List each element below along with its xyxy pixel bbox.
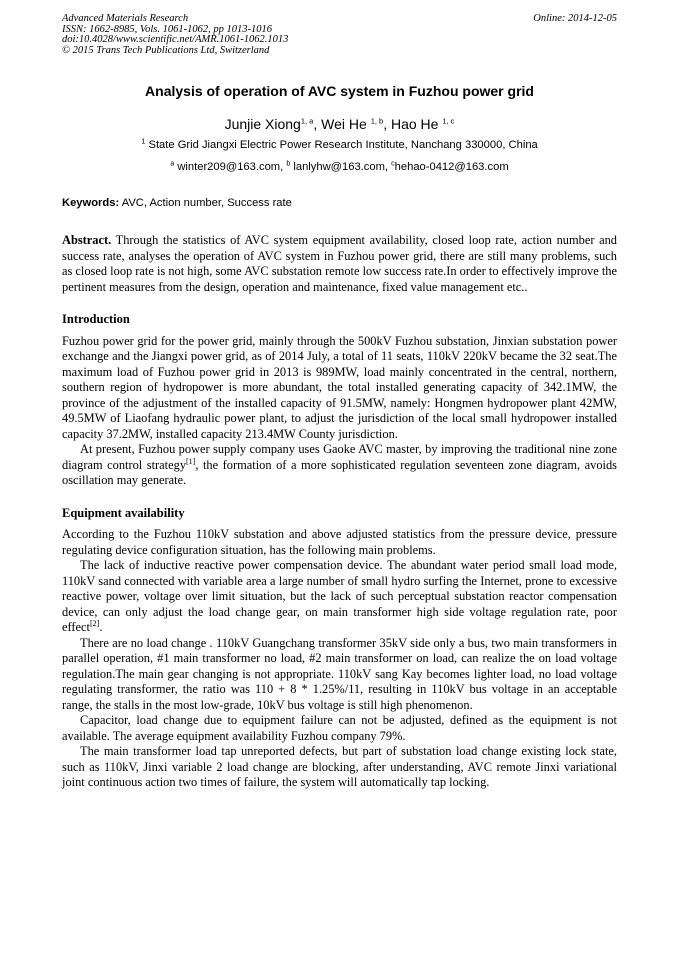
section-heading-introduction: Introduction bbox=[62, 312, 130, 326]
journal-name: Advanced Materials Research bbox=[62, 13, 189, 24]
author-affil-mark: 1, c bbox=[442, 116, 455, 126]
intro-text: , the formation of a more sophisticated regulation seventeen zone diagram, avoids oscillation may generate. bbox=[62, 457, 617, 487]
equipment-text: The lack of inductive reactive power compensation device. The abundant water period small load mode, 110kV sand connected with variable area a large number of small hydro surfing the Internet, prone to excessive reactive power, voltage over limit situation, but the lack of such perceptual substation reactor compensation device, can only adjust the load change gear, on main transformer high side voltage regulation rate, poor effect bbox=[62, 558, 617, 634]
abstract-paragraph bbox=[62, 233, 617, 295]
citation-ref[interactable]: [2] bbox=[89, 618, 100, 628]
author-name: Junjie Xiong bbox=[224, 116, 301, 132]
email-list bbox=[62, 161, 617, 174]
affiliation-text: State Grid Jiangxi Electric Power Research Institute, Nanchang 330000, China bbox=[145, 139, 538, 151]
author-name: Hao He bbox=[390, 116, 443, 132]
equipment-paragraph: Capacitor, load change due to equipment failure can not be adjusted, defined as the equipment is not available. The average equipment availability Fuzhou company 79%. bbox=[62, 713, 617, 743]
equipment-text: . bbox=[99, 620, 103, 634]
keywords bbox=[62, 196, 617, 210]
copyright-line: © 2015 Trans Tech Publications Ltd, Switzerland bbox=[62, 44, 270, 56]
author-separator: , bbox=[313, 116, 322, 132]
affiliation-mark: 1 bbox=[141, 136, 146, 146]
citation-ref[interactable]: [1] bbox=[186, 456, 196, 466]
email-mark: b bbox=[286, 160, 291, 168]
paper-title: Analysis of operation of AVC system in Fuzhou power grid bbox=[145, 83, 534, 99]
intro-text: At present, Fuzhou power supply company uses Gaoke AVC master, by improving the traditional nine zone diagram control strategy bbox=[62, 442, 617, 472]
author-name: Wei He bbox=[321, 116, 371, 132]
email-address[interactable]: lanlyhw@163.com, bbox=[290, 161, 392, 173]
email-mark: a bbox=[170, 160, 175, 168]
equipment-paragraph bbox=[62, 558, 617, 636]
equipment-paragraph: There are no load change . 110kV Guangchang transformer 35kV side only a bus, two main transformers in parallel operation, #1 main transformer no load, #2 main transformer on load, can realize the on load voltage regulation.The main gear changing is not appropriate. 110kV sang Kay becomes lighter load, no load voltage regulating transformer, the ratio was 110 + 8 * 1.25%/11, resulting in 110kV bus voltage in an acceptable range, the stalls in the most low-grade, 10kV bus voltage is still high phenomenon. bbox=[62, 635, 617, 712]
keywords-label: Keywords: bbox=[62, 197, 120, 209]
equipment-paragraph: According to the Fuzhou 110kV substation and above adjusted statistics from the pressure device, pressure regulating device configuration situation, has the following main problems. bbox=[62, 527, 617, 557]
keywords-text: AVC, Action number, Success rate bbox=[119, 197, 292, 209]
author-affil-mark: 1, b bbox=[370, 116, 384, 126]
intro-paragraph: Fuzhou power grid for the power grid, mainly through the 500kV Fuzhou substation, Jinxian substation power exchange and the Jiangxi power grid, as of 2014 July, a total of 11 seats, 110kV 220kV became the 32 seat.The maximum load of Fuzhou power grid in 2013 is 989MW, load mainly concentrated in the central, northern, southern region of hydropower is more abundant, the total installed generating capacity of 342.1MW, the province of the adjustment of the installed capacity of 91.5MW, namely: Hongmen hydropower plant 42MW, 49.5MW of Liaofang hydraulic power plant, to adjust the jurisdiction of the local small hydropower installed capacity 37.2MW, installed capacity 213.4MW County jurisdiction. bbox=[62, 333, 617, 441]
author-affil-mark: 1, a bbox=[300, 116, 314, 126]
abstract-label: Abstract. bbox=[62, 233, 112, 247]
doi-line: doi:10.4028/www.scientific.net/AMR.1061-1062.1013 bbox=[62, 34, 289, 46]
author-separator: , bbox=[383, 116, 391, 132]
abstract-text: Through the statistics of AVC system equipment availability, closed loop rate, action number and success rate, analyses the operation of AVC system in Fuzhou power grid, there are still many problems, such as closed loop rate is not high, some AVC substation remote low success rate.In order to effectively improve the pertinent measures from the design, operation and maintenance, fixed value management etc.. bbox=[62, 233, 617, 294]
email-address[interactable]: hehao-0412@163.com bbox=[394, 161, 509, 173]
online-date: Online: 2014-12-05 bbox=[533, 13, 617, 24]
section-heading-equipment: Equipment availability bbox=[62, 505, 185, 520]
header-meta bbox=[62, 14, 617, 56]
intro-paragraph bbox=[62, 442, 617, 489]
author-list bbox=[62, 116, 617, 133]
paper-body bbox=[62, 233, 617, 791]
email-mark: c bbox=[391, 160, 395, 168]
email-address[interactable]: winter209@163.com, bbox=[174, 161, 287, 173]
equipment-paragraph: The main transformer load tap unreported defects, but part of substation load change existing lock state, such as 110kV, Jinxi variable 2 load change are blocking, after understanding, AVC remote Jinxi variational joint continuous action two times of failure, the system will automatically tap locking. bbox=[62, 744, 617, 789]
issn-line: ISSN: 1662-8985, Vols. 1061-1062, pp 1013-1016 bbox=[62, 23, 272, 35]
affiliation bbox=[62, 136, 617, 152]
